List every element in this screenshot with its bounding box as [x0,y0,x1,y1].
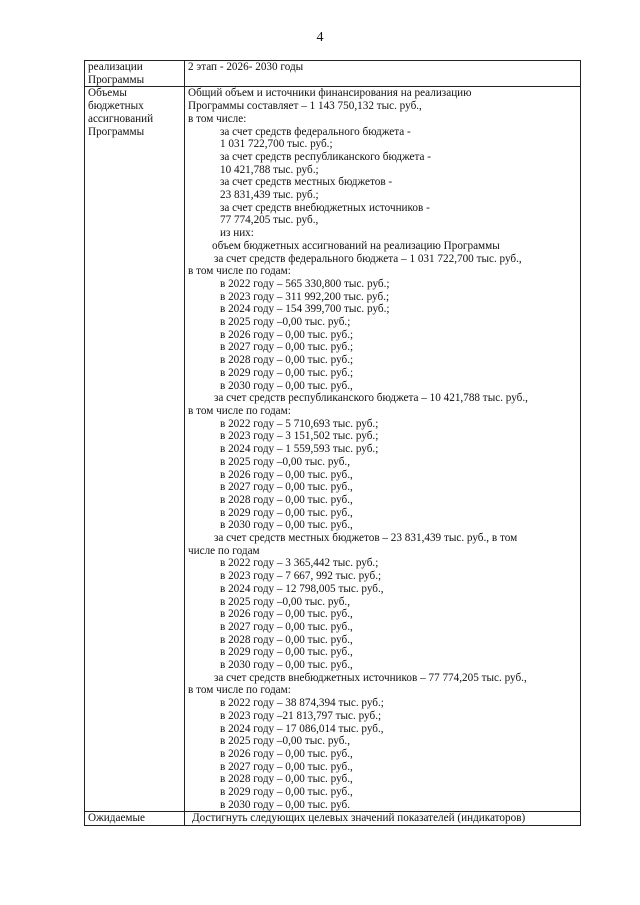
funding-line: в 2027 году – 0,00 тыс. руб., [220,481,353,494]
funding-line: за счет средств местных бюджетов - [220,176,393,189]
funding-line: за счет средств внебюджетных источников - [220,201,430,214]
funding-line: в 2023 году –21 813,797 тыс. руб.; [220,709,382,722]
table-row [85,812,581,826]
row-label-cell [85,87,185,812]
funding-line: в 2024 году – 17 086,014 тыс. руб., [220,722,384,735]
funding-line: за счет средств федерального бюджета – 1 031 722,700 тыс. руб., [214,252,522,265]
funding-line: в 2030 году – 0,00 тыс. руб. [220,798,351,811]
funding-line: за счет средств федерального бюджета - [220,125,411,138]
funding-line: в 2028 году – 0,00 тыс. руб., [220,773,353,786]
funding-line: в 2029 году – 0,00 тыс. руб.; [220,366,354,379]
funding-line: в 2022 году – 565 330,800 тыс. руб.; [220,277,390,290]
funding-line: в 2025 году –0,00 тыс. руб., [220,595,351,608]
funding-line: в 2028 году – 0,00 тыс. руб.; [220,354,354,367]
row-label-line: Ожидаемые [88,812,145,825]
funding-line: в 2022 году – 3 365,442 тыс. руб.; [220,557,379,570]
row-label-line: бюджетных [88,100,144,113]
funding-line: в том числе по годам: [188,684,291,697]
table-row [85,87,581,812]
funding-line: в 2024 году – 1 559,593 тыс. руб.; [220,443,379,456]
funding-line: за счет средств республиканского бюджета – 10 421,788 тыс. руб., [214,392,528,405]
funding-line: за счет средств местных бюджетов – 23 831,439 тыс. руб., в том [214,532,518,545]
funding-line: в 2026 году – 0,00 тыс. руб., [220,747,353,760]
funding-line: в 2028 году – 0,00 тыс. руб., [220,633,353,646]
funding-line: в 2025 году –0,00 тыс. руб., [220,455,351,468]
funding-line: 77 774,205 тыс. руб., [220,214,319,227]
funding-line: в том числе по годам: [188,265,291,278]
funding-line: в 2026 году – 0,00 тыс. руб., [220,468,353,481]
stage-text: 2 этап - 2026- 2030 годы [188,61,304,73]
row-label-line: ассигнований [88,112,154,125]
funding-line: в 2025 году –0,00 тыс. руб., [220,735,351,748]
funding-line: числе по годам [188,544,260,557]
funding-line: в 2023 году – 3 151,502 тыс. руб.; [220,430,379,443]
funding-line: в 2029 году – 0,00 тыс. руб., [220,646,353,659]
funding-line: в 2027 году – 0,00 тыс. руб.; [220,341,354,354]
program-passport-table [84,60,581,826]
funding-line: в 2023 году – 311 992,200 тыс. руб.; [220,290,390,303]
funding-line: 23 831,439 тыс. руб.; [220,189,319,202]
page-number: 4 [316,30,324,45]
funding-line: в 2024 году – 154 399,700 тыс. руб.; [220,303,390,316]
funding-line: в 2027 году – 0,00 тыс. руб., [220,620,353,633]
funding-line: в 2030 году – 0,00 тыс. руб., [220,379,353,392]
funding-line: в 2030 году – 0,00 тыс. руб., [220,659,353,672]
expected-results-text: Достигнуть следующих целевых значений показателей (индикаторов) [192,812,526,825]
row-label-line: Объемы [88,87,127,100]
funding-line: в 2030 году – 0,00 тыс. руб., [220,519,353,532]
row-label-line: реализации [88,61,143,73]
funding-line: в 2029 году – 0,00 тыс. руб., [220,786,353,799]
row-content-cell [185,812,581,826]
row-label-line: Программы [88,73,145,86]
row-label-line: Программы [88,125,145,138]
funding-line: в 2022 году – 5 710,693 тыс. руб.; [220,417,379,430]
funding-line: в том числе: [188,112,247,125]
row-label-cell [85,812,185,826]
funding-line: в 2027 году – 0,00 тыс. руб., [220,760,353,773]
funding-line: в 2023 году – 7 667, 992 тыс. руб.; [220,570,382,583]
funding-line: в том числе по годам: [188,404,291,417]
funding-line: за счет средств республиканского бюджета - [220,150,432,163]
row-content-cell [185,61,581,87]
funding-line: Программы составляет – 1 143 750,132 тыс. руб., [188,100,422,113]
funding-line: за счет средств внебюджетных источников – 77 774,205 тыс. руб., [214,671,527,684]
funding-line: в 2025 году –0,00 тыс. руб.; [220,316,351,329]
funding-line: из них: [220,227,254,240]
funding-line: в 2029 году – 0,00 тыс. руб., [220,506,353,519]
funding-line: в 2026 году – 0,00 тыс. руб., [220,608,353,621]
funding-line: объем бюджетных ассигнований на реализацию Программы [212,239,500,252]
funding-line: в 2024 году – 12 798,005 тыс. руб., [220,582,384,595]
funding-line: в 2028 году – 0,00 тыс. руб., [220,493,353,506]
funding-line: в 2022 году – 38 874,394 тыс. руб.; [220,697,384,710]
funding-line: 10 421,788 тыс. руб.; [220,163,319,176]
funding-line: 1 031 722,700 тыс. руб.; [220,138,333,151]
funding-line: в 2026 году – 0,00 тыс. руб.; [220,328,354,341]
row-label-cell [85,61,185,87]
funding-content-cell [185,87,581,812]
funding-line: Общий объем и источники финансирования на реализацию [188,87,472,100]
table-row [85,61,581,87]
